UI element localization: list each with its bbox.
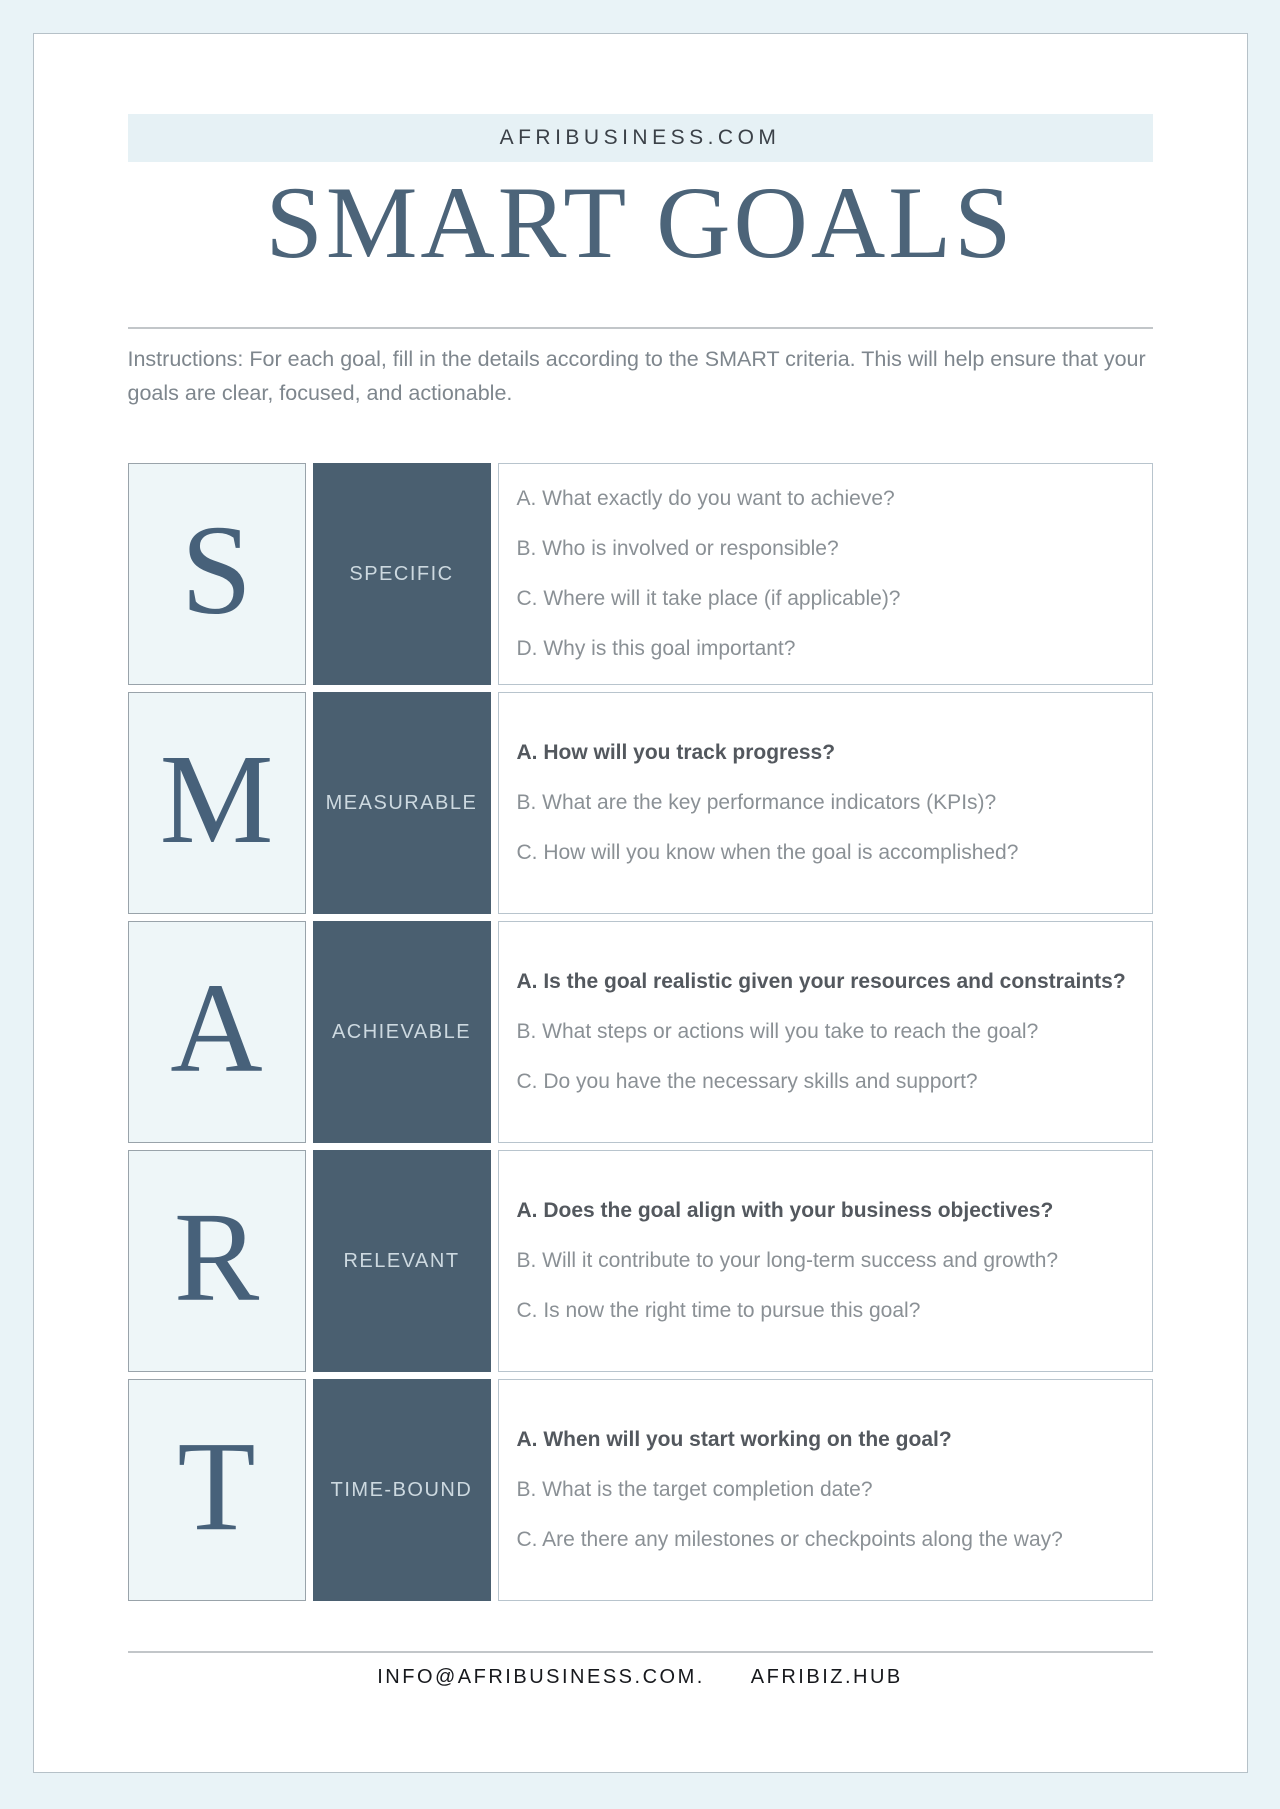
criteria-label: MEASURABLE: [325, 791, 478, 814]
site-banner-text: AFRIBUSINESS.COM: [499, 126, 781, 149]
worksheet-page: [33, 33, 1248, 1773]
questions-cell: [498, 1379, 1153, 1601]
letter-initial: M: [159, 728, 274, 870]
bottom-divider: [128, 1651, 1153, 1653]
question-line: C. Is now the right time to pursue this goal?: [516, 1299, 921, 1322]
criteria-label: ACHIEVABLE: [331, 1020, 472, 1043]
question-line: A. When will you start working on the goal?: [516, 1428, 952, 1451]
letter-cell-s: [128, 463, 306, 685]
criteria-label-cell: [313, 1150, 491, 1372]
question-line: C. Do you have the necessary skills and support?: [516, 1070, 978, 1093]
letter-cell-r: [128, 1150, 306, 1372]
letter-cell-m: [128, 692, 306, 914]
smart-row-measurable: [128, 692, 1153, 914]
question-line: A. What exactly do you want to achieve?: [516, 487, 895, 510]
question-line: B. What steps or actions will you take to reach the goal?: [516, 1020, 1039, 1043]
letter-initial: S: [180, 499, 253, 641]
question-line: C. How will you know when the goal is accomplished?: [516, 841, 1019, 864]
letter-initial: T: [177, 1415, 256, 1557]
site-banner: [128, 114, 1153, 162]
footer-handle: AFRIBIZ.HUB: [750, 1666, 903, 1688]
question-line: C. Are there any milestones or checkpoints along the way?: [516, 1528, 1063, 1551]
criteria-label: SPECIFIC: [349, 562, 454, 585]
questions-cell: [498, 692, 1153, 914]
question-line: A. Does the goal align with your business objectives?: [516, 1199, 1054, 1222]
instructions-text: Instructions: For each goal, fill in the details according to the SMART criteria. This will help ensure that your goals are clear, focused, and actionable.: [127, 347, 1146, 405]
letter-cell-t: [128, 1379, 306, 1601]
question-line: D. Why is this goal important?: [516, 637, 796, 660]
question-line: B. What are the key performance indicators (KPIs)?: [516, 791, 997, 814]
footer-email: INFO@AFRIBUSINESS.COM.: [377, 1666, 705, 1688]
question-line: A. How will you track progress?: [516, 741, 836, 764]
letter-initial: A: [170, 957, 263, 1099]
questions-cell: [498, 463, 1153, 685]
footer: [128, 1666, 1153, 1689]
smart-row-time-bound: [128, 1379, 1153, 1601]
smart-table: [128, 463, 1153, 1601]
letter-cell-a: [128, 921, 306, 1143]
letter-initial: R: [173, 1186, 260, 1328]
question-line: B. What is the target completion date?: [516, 1478, 873, 1501]
criteria-label-cell: [313, 921, 491, 1143]
criteria-label-cell: [313, 463, 491, 685]
smart-row-achievable: [128, 921, 1153, 1143]
question-line: B. Will it contribute to your long-term success and growth?: [516, 1249, 1059, 1272]
questions-cell: [498, 921, 1153, 1143]
criteria-label: TIME-BOUND: [330, 1478, 473, 1501]
questions-cell: [498, 1150, 1153, 1372]
question-line: A. Is the goal realistic given your resources and constraints?: [516, 970, 1126, 993]
criteria-label-cell: [313, 1379, 491, 1601]
question-line: C. Where will it take place (if applicable)?: [516, 587, 901, 610]
smart-row-specific: [128, 463, 1153, 685]
page-title: SMART GOALS: [265, 166, 1015, 280]
criteria-label: RELEVANT: [343, 1249, 460, 1272]
smart-row-relevant: [128, 1150, 1153, 1372]
question-line: B. Who is involved or responsible?: [516, 537, 839, 560]
top-divider: [128, 327, 1153, 329]
criteria-label-cell: [313, 692, 491, 914]
